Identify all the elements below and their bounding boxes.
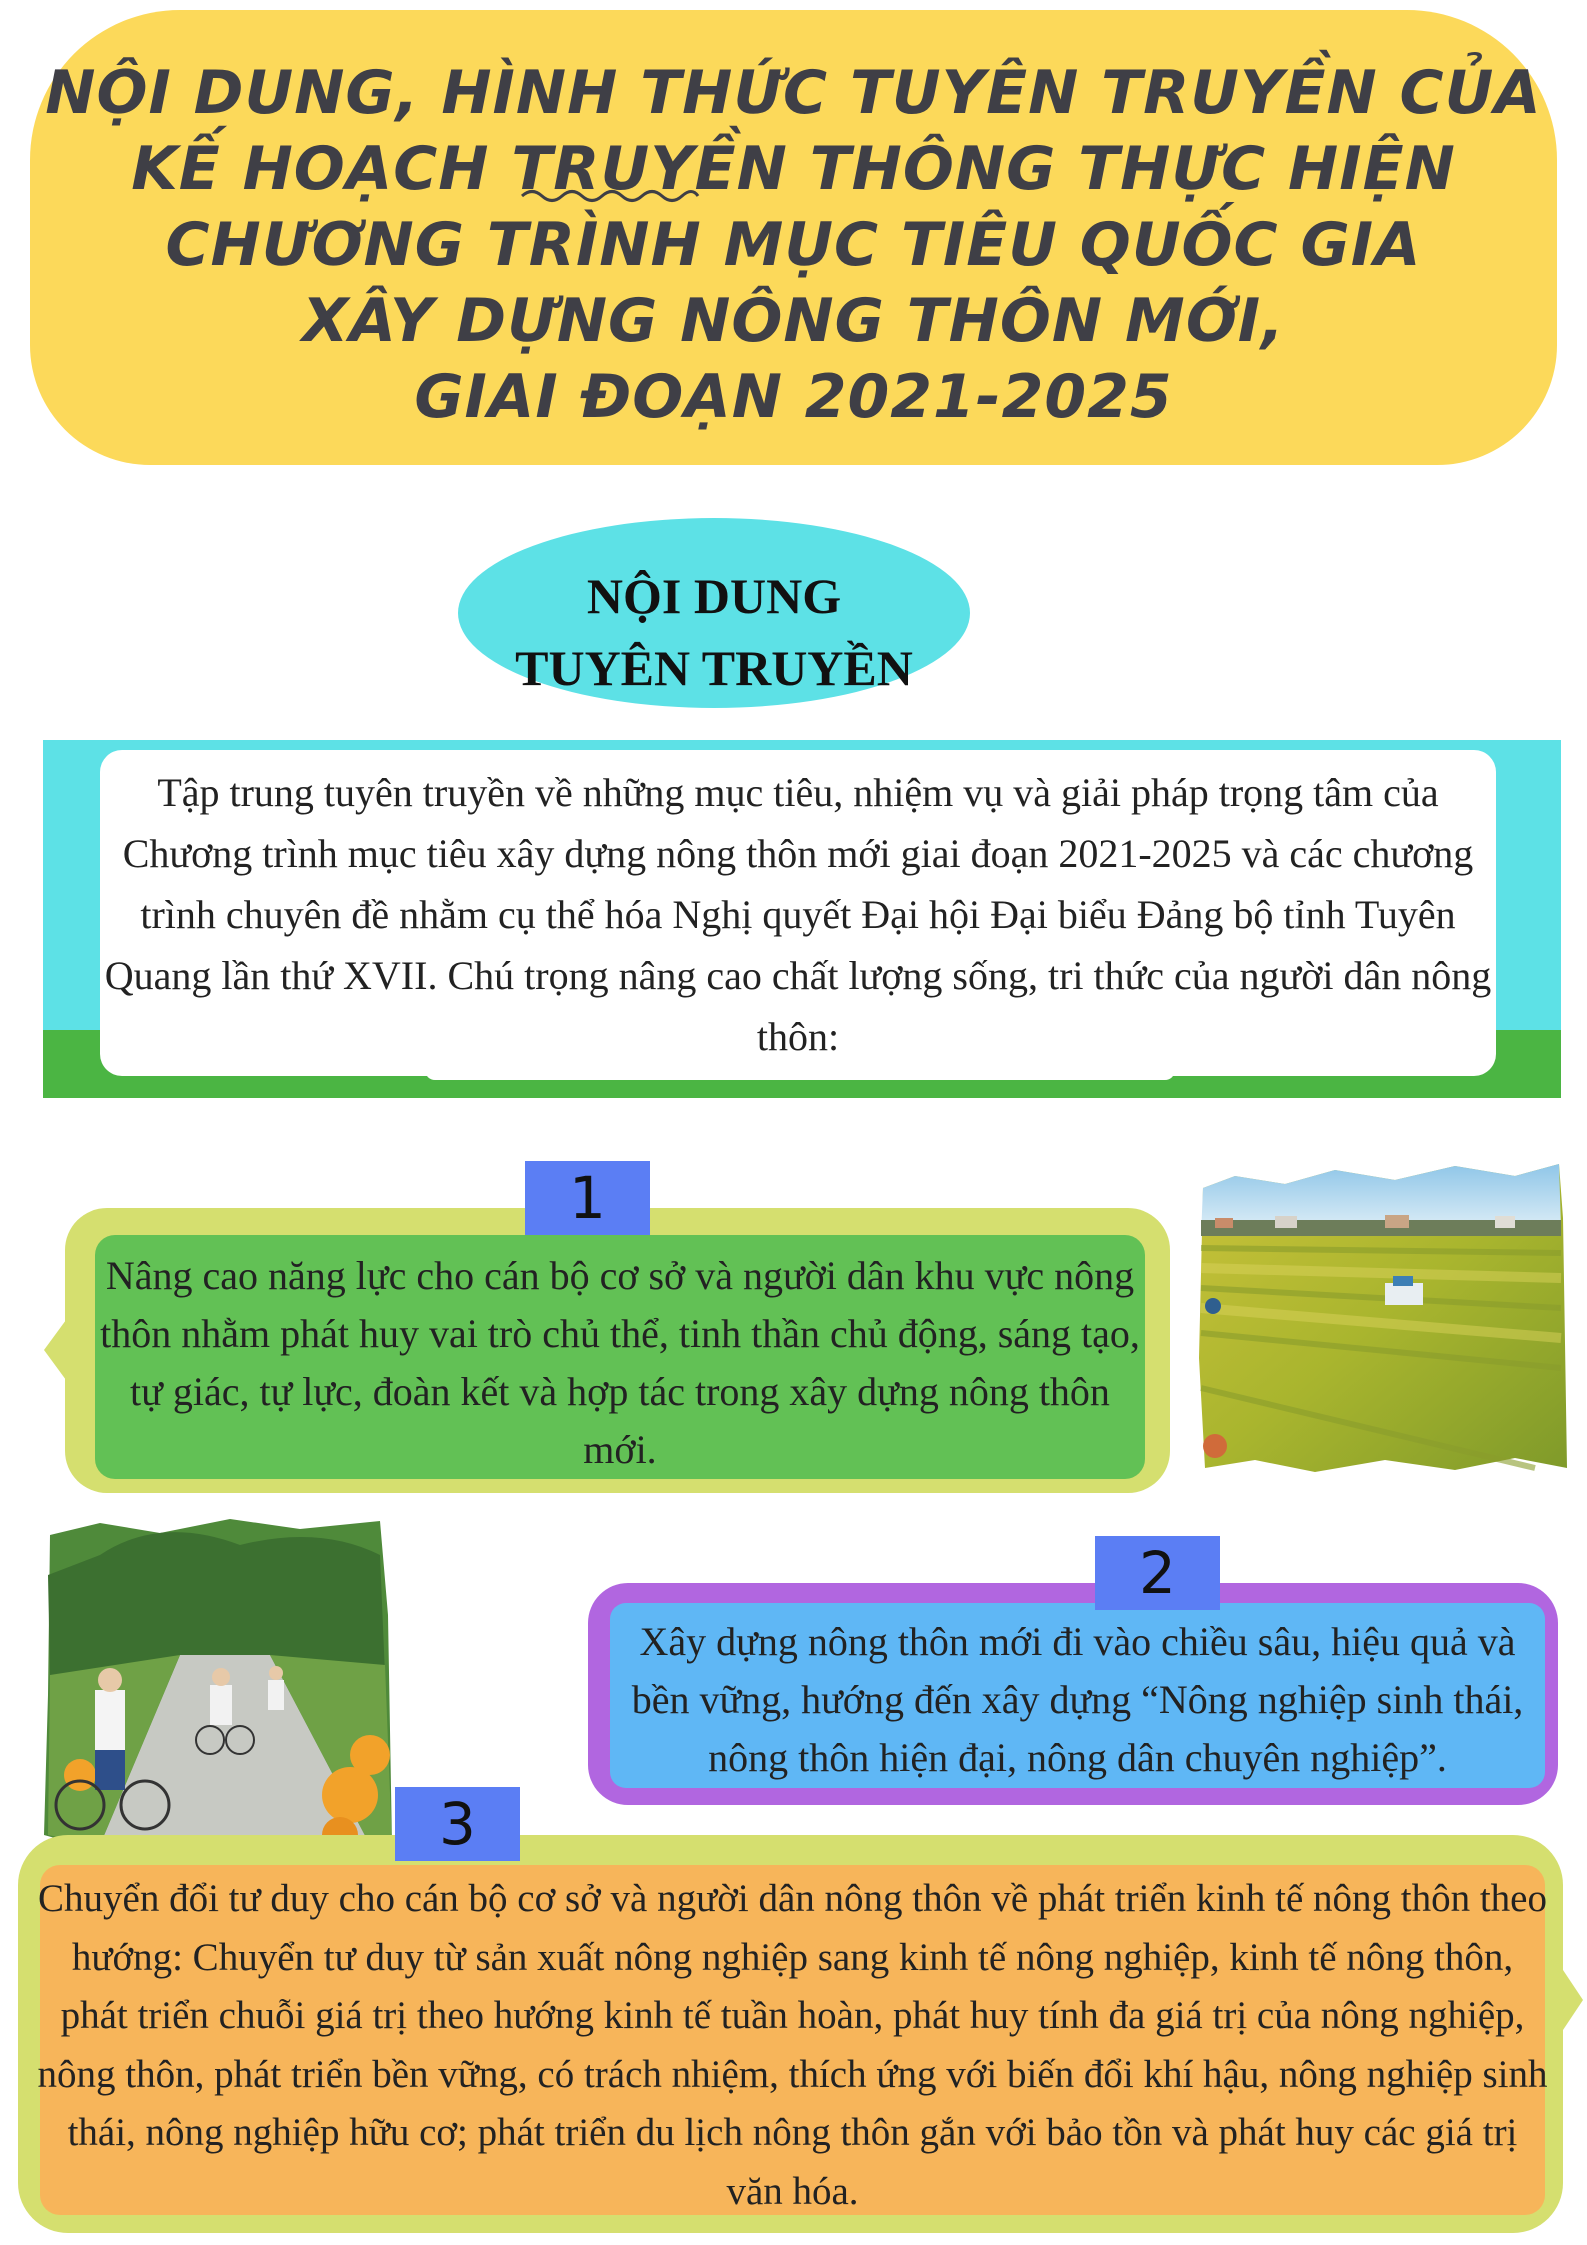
section-title-line: TUYÊN TRUYỀN	[515, 640, 913, 696]
intro-text: Tập trung tuyên truyền về những mục tiêu, nhiệm vụ và giải pháp trọng tâm của Chương trình mục tiêu xây dựng nông thôn mới giai đoạn 2021-2025 và các chương trình chuyên đề nhằm cụ thể hóa Nghị quyết Đại hội Đại biểu Đảng bộ tỉnh Tuyên Quang lần thứ XVII. Chú trọng nâng cao chất lượng sống, tri thức của người dân nông thôn:	[104, 770, 1492, 1059]
title-line: CHƯƠNG TRÌNH MỤC TIÊU QUỐC GIA	[165, 210, 1422, 280]
section-title	[458, 560, 970, 704]
title-line: KẾ HOẠCH TRUYỀN THÔNG THỰC HIỆN	[131, 134, 1456, 204]
item-3-pointer	[1563, 1970, 1583, 2030]
title-line: NỘI DUNG, HÌNH THỨC TUYÊN TRUYỀN CỦA	[45, 58, 1542, 128]
rural-road-cyclists-photo	[40, 1515, 395, 1850]
item-3-text: Chuyển đổi tư duy cho cán bộ cơ sở và người dân nông thôn về phát triển kinh tế nông thôn theo hướng: Chuyển tư duy từ sản xuất nông nghiệp sang kinh tế nông nghiệp, kinh tế nông thôn, phát triển chuỗi giá trị theo hướng kinh tế tuần hoàn, phát huy tính đa giá trị của nông nghiệp, nông thôn, phát triển bền vững, có trách nhiệm, thích ứng với biến đổi khí hậu, nông nghiệp sinh thái, nông nghiệp hữu cơ; phát triển du lịch nông thôn gắn với bảo tồn và phát huy các giá trị văn hóa.	[37, 1877, 1548, 2213]
title-line: GIAI ĐOẠN 2021-2025	[414, 362, 1173, 432]
title-line: XÂY DỰNG NÔNG THÔN MỚI,	[302, 286, 1285, 356]
item-2-number-tab: 2	[1095, 1536, 1220, 1610]
item-1-pointer	[44, 1320, 66, 1380]
item-2-text: Xây dựng nông thôn mới đi vào chiều sâu, hiệu quả và bền vững, hướng đến xây dựng “Nông nghiệp sinh thái, nông thôn hiện đại, nông dân chuyên nghiệp”.	[631, 1619, 1524, 1780]
item-1-text: Nâng cao năng lực cho cán bộ cơ sở và người dân khu vực nông thôn nhằm phát huy vai trò chủ thể, tinh thần chủ động, sáng tạo, tự giác, tự lực, đoàn kết và hợp tác trong xây dựng nông thôn mới.	[100, 1253, 1140, 1472]
rice-field-harvest-photo	[1195, 1158, 1567, 1473]
section-title-line: NỘI DUNG	[586, 568, 842, 624]
item-1-number-tab: 1	[525, 1161, 650, 1235]
squiggle-underline-decoration	[520, 185, 700, 207]
page-title	[30, 55, 1557, 435]
item-3-number-tab: 3	[395, 1787, 520, 1861]
